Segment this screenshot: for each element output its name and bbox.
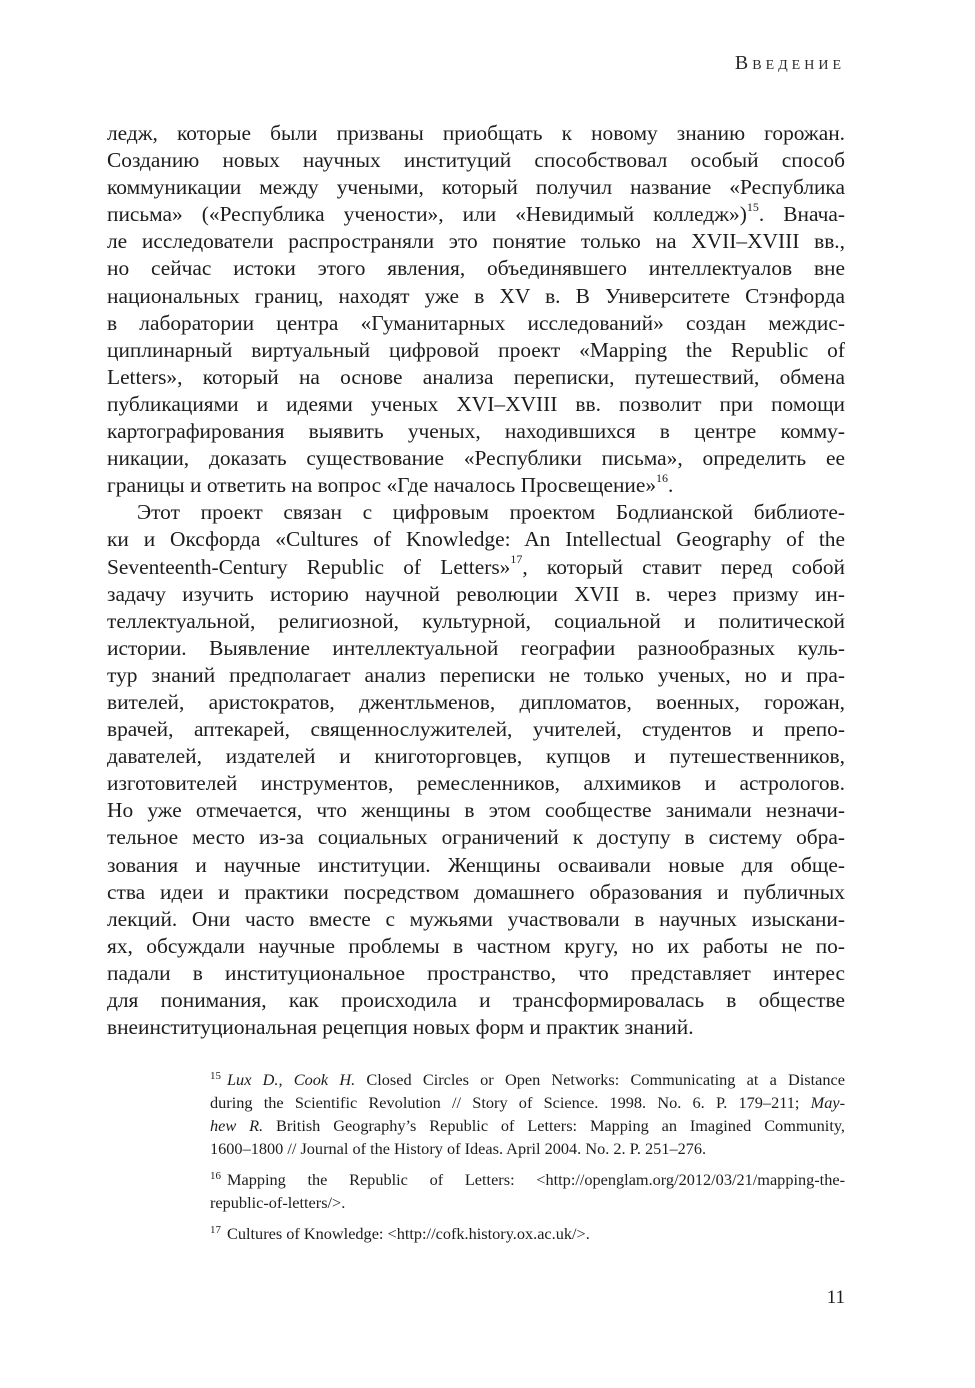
text-line: циплинарный виртуальный цифровой проект «Mapping the Republic of xyxy=(107,337,845,362)
footnote-number: 17 xyxy=(210,1223,221,1236)
text-line: ях, обсуждали научные проблемы в частном кругу, но их работы не по- xyxy=(107,933,845,958)
footnotes xyxy=(210,1068,845,1253)
footnote-line xyxy=(210,1068,845,1091)
running-header: Введение xyxy=(734,52,845,74)
text-line: национальных границ, находят уже в XV в. В Университете Стэнфорда xyxy=(107,283,845,308)
text-line: ства идеи и практики посредством домашнего образования и публичных xyxy=(107,879,845,904)
text-segment: Seventeenth-Century Republic of Letters» xyxy=(107,554,511,579)
paragraph-1 xyxy=(107,120,845,499)
paragraph-2 xyxy=(107,499,845,1041)
text-line: изготовителей инструментов, ремесленников, алхимиков и астрологов. xyxy=(107,771,845,796)
text-segment: границы и ответить на вопрос «Где началось Просвещение» xyxy=(107,473,657,498)
text-line: врачей, аптекарей, священнослужителей, учителей, студентов и препо- xyxy=(107,717,845,742)
text-line: теллектуальной, религиозной, культурной, социальной и политической xyxy=(107,608,845,633)
text-line: тур знаний предполагает анализ переписки не только ученых, но и пра- xyxy=(107,662,845,687)
footnote-line xyxy=(210,1168,845,1191)
text-segment: British Geography’s Republic of Letters: Mapping an Imagined Community, xyxy=(263,1116,845,1135)
text-line: падали в институциональное пространство, что представляет интерес xyxy=(107,960,845,985)
footnote-17 xyxy=(210,1222,845,1245)
text-line: никации, доказать существование «Республики письма», определить ее xyxy=(107,446,845,471)
text-line: тельное место из-за социальных ограничений к доступу в систему обра- xyxy=(107,825,845,850)
text-line: картографирования выявить ученых, находившихся в центре комму- xyxy=(107,419,845,444)
text-line: задачу изучить историю научной революции XVII в. через призму ин- xyxy=(107,581,845,606)
footnote-line xyxy=(210,1114,845,1137)
text-line: Этот проект связан с цифровым проектом Бодлианской библиоте- xyxy=(137,500,845,525)
text-segment: during the Scientific Revolution // Story of Science. 1998. No. 6. P. 179–211; xyxy=(210,1093,811,1112)
footnote-line xyxy=(210,1091,845,1114)
author-name: Lux D., Cook H. xyxy=(227,1070,356,1089)
text-line: в лаборатории центра «Гуманитарных исследований» создан междис- xyxy=(107,310,845,335)
footnote-line xyxy=(210,1222,845,1245)
author-name: May- xyxy=(810,1093,845,1112)
text-segment: . Внача- xyxy=(758,202,845,227)
text-line: Но уже отмечается, что женщины в этом сообществе занимали незначи- xyxy=(107,798,845,823)
text-line: публикациями и идеями ученых XVI–XVIII вв. позволит при помощи xyxy=(107,391,845,416)
text-line xyxy=(107,201,845,228)
text-line: ледж, которые были призваны приобщать к новому знанию горожан. xyxy=(107,121,845,145)
text-segment: письма» («Республика учености», или «Невидимый колледж») xyxy=(107,202,747,227)
text-line: но сейчас истоки этого явления, объединявшего интеллектуалов вне xyxy=(107,256,845,281)
text-line: для понимания, как происходила и трансформировалась в обществе xyxy=(107,988,845,1012)
text-line: лекций. Они часто вместе с мужьями участвовали в научных изыскани- xyxy=(107,906,845,931)
page-number: 11 xyxy=(826,1287,845,1308)
footnote-16 xyxy=(210,1168,845,1214)
footnote-line xyxy=(210,1191,845,1214)
text-line: вителей, аристократов, джентльменов, дипломатов, военных, горожан, xyxy=(107,689,845,714)
text-line: ки и Оксфорда «Cultures of Knowledge: An Intellectual Geography of the xyxy=(107,527,845,552)
footnote-number: 16 xyxy=(210,1169,221,1182)
footnote-15 xyxy=(210,1068,845,1160)
footnote-line xyxy=(210,1137,845,1160)
text-line xyxy=(107,472,845,499)
footnote-link[interactable]: Mapping the Republic of Letters: <http://openglam.org/2012/03/21/mapping-the- xyxy=(227,1170,845,1189)
footnote-ref-17[interactable]: 17 xyxy=(510,552,523,567)
text-line: истории. Выявление интеллектуальной географии разнообразных куль- xyxy=(107,635,845,660)
text-segment: . xyxy=(668,473,674,498)
text-segment: 1600–1800 // Journal of the History of Ideas. April 2004. No. 2. P. 251–276. xyxy=(210,1139,707,1158)
main-text xyxy=(107,120,845,1041)
text-line: внеинституциональная рецепция новых форм и практик знаний. xyxy=(107,1015,694,1040)
text-line xyxy=(107,554,845,581)
footnote-number: 15 xyxy=(210,1069,221,1082)
text-line: Letters», который на основе анализа переписки, путешествий, обмена xyxy=(107,364,845,389)
footnote-link[interactable]: Cultures of Knowledge: <http://cofk.history.ox.ac.uk/>. xyxy=(227,1224,590,1243)
text-line: коммуникации между учеными, который получил название «Республика xyxy=(107,175,845,200)
text-line: давателей, издателей и книготорговцев, купцов и путешественников, xyxy=(107,744,845,769)
text-line: зования и научные институции. Женщины осваивали новые для обще- xyxy=(107,852,845,877)
text-line: ле исследователи распространяли это понятие только на XVII–XVIII вв., xyxy=(107,229,845,254)
text-line: Созданию новых научных институций способствовал особый способ xyxy=(107,148,845,173)
author-name: hew R. xyxy=(210,1116,264,1135)
footnote-link[interactable]: republic-of-letters/>. xyxy=(210,1193,346,1212)
text-segment: , который ставит перед собой xyxy=(522,554,845,579)
text-segment: Closed Circles or Open Networks: Communicating at a Distance xyxy=(355,1070,845,1089)
footnote-ref-15[interactable]: 15 xyxy=(746,200,759,215)
footnote-ref-16[interactable]: 16 xyxy=(656,471,669,486)
